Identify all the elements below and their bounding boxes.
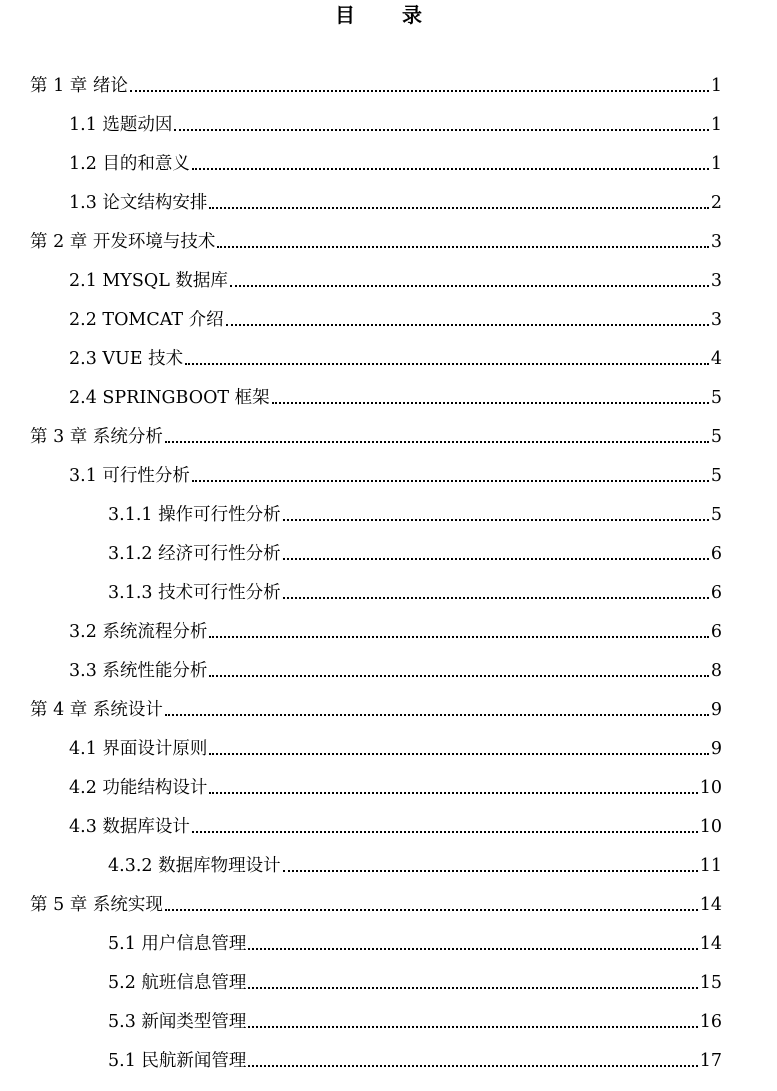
dot-leader: [283, 597, 709, 599]
toc-entry-label: 2.2 TOMCAT 介绍: [69, 310, 224, 330]
toc-entry-page: 14: [699, 895, 722, 915]
toc-entry-page: 9: [710, 700, 722, 720]
toc-title: 目 录: [335, 3, 442, 27]
toc-entry-chapter-5[interactable]: [30, 887, 722, 917]
dot-leader: [192, 480, 709, 482]
toc-entry-label: 4.3 数据库设计: [69, 817, 190, 837]
toc-entry-label: 第 5 章 系统实现: [30, 895, 163, 915]
toc-entry-page: 3: [710, 271, 722, 291]
dot-leader: [209, 792, 697, 794]
toc-entry-chapter-1[interactable]: [30, 68, 722, 98]
toc-entry-label: 2.4 SPRINGBOOT 框架: [69, 388, 270, 408]
toc-entry-page: 6: [710, 583, 722, 603]
dot-leader: [248, 1065, 697, 1067]
toc-entry-2-4[interactable]: [69, 380, 722, 410]
toc-entry-1-2[interactable]: [69, 146, 722, 176]
toc-entry-label: 3.1.2 经济可行性分析: [108, 544, 281, 564]
dot-leader: [165, 909, 698, 911]
toc-entry-page: 4: [710, 349, 722, 369]
dot-leader: [192, 168, 709, 170]
toc-entry-label: 1.1 选题动因: [69, 115, 173, 135]
toc-entry-label: 2.3 VUE 技术: [69, 349, 184, 369]
toc-entry-label: 5.2 航班信息管理: [108, 973, 247, 993]
toc-entry-1-1[interactable]: [69, 107, 722, 137]
toc-entry-4-2[interactable]: [69, 770, 722, 800]
toc-entry-label: 3.1.3 技术可行性分析: [108, 583, 281, 603]
toc-entry-page: 5: [710, 466, 722, 486]
toc-entry-label: 3.2 系统流程分析: [69, 622, 208, 642]
dot-leader: [174, 129, 708, 131]
toc-entry-label: 3.1 可行性分析: [69, 466, 190, 486]
toc-entry-page: 11: [699, 856, 722, 876]
toc-entry-page: 3: [710, 232, 722, 252]
toc-entry-label: 2.1 MYSQL 数据库: [69, 271, 228, 291]
toc-entry-page: 10: [699, 817, 722, 837]
toc-entry-5-1[interactable]: [108, 926, 722, 956]
toc-entry-label: 3.3 系统性能分析: [69, 661, 208, 681]
toc-entry-page: 15: [699, 973, 722, 993]
toc-entry-3-1-1[interactable]: [108, 497, 722, 527]
toc-entry-label: 1.2 目的和意义: [69, 154, 190, 174]
dot-leader: [192, 831, 698, 833]
toc-entry-label: 4.2 功能结构设计: [69, 778, 208, 798]
toc-entry-page: 14: [699, 934, 722, 954]
dot-leader: [248, 1026, 697, 1028]
dot-leader: [209, 636, 708, 638]
toc-entry-label: 3.1.1 操作可行性分析: [108, 505, 281, 525]
toc-entry-3-2[interactable]: [69, 614, 722, 644]
dot-leader: [230, 285, 709, 287]
toc-entry-page: 10: [699, 778, 722, 798]
toc-entry-page: 6: [710, 544, 722, 564]
toc-entry-label: 5.1 用户信息管理: [108, 934, 247, 954]
toc-entry-2-1[interactable]: [69, 263, 722, 293]
toc-entry-page: 3: [710, 310, 722, 330]
toc-entry-chapter-2[interactable]: [30, 224, 722, 254]
toc-entry-label: 5.1 民航新闻管理: [108, 1051, 247, 1071]
toc-entry-page: 1: [710, 115, 722, 135]
toc-entry-label: 1.3 论文结构安排: [69, 193, 208, 213]
dot-leader: [209, 753, 708, 755]
toc-entry-3-1-2[interactable]: [108, 536, 722, 566]
toc-entry-5-3[interactable]: [108, 1004, 722, 1034]
dot-leader: [272, 402, 709, 404]
toc-entry-page: 8: [710, 661, 722, 681]
toc-entry-2-2[interactable]: [69, 302, 722, 332]
dot-leader: [226, 324, 709, 326]
toc-entry-chapter-3[interactable]: [30, 419, 722, 449]
dot-leader: [248, 948, 697, 950]
toc-entry-label: 第 2 章 开发环境与技术: [30, 232, 216, 252]
toc-entry-page: 6: [710, 622, 722, 642]
toc-entry-page: 9: [710, 739, 722, 759]
toc-entry-1-3[interactable]: [69, 185, 722, 215]
toc-entry-label: 5.3 新闻类型管理: [108, 1012, 247, 1032]
dot-leader: [165, 441, 709, 443]
dot-leader: [165, 714, 709, 716]
toc-entry-page: 5: [710, 388, 722, 408]
toc-entry-page: 1: [710, 154, 722, 174]
toc-entry-4-1[interactable]: [69, 731, 722, 761]
toc-entry-3-1[interactable]: [69, 458, 722, 488]
dot-leader: [283, 519, 709, 521]
dot-leader: [283, 558, 709, 560]
dot-leader: [130, 90, 709, 92]
toc-entry-label: 第 1 章 绪论: [30, 76, 128, 96]
dot-leader: [217, 246, 709, 248]
dot-leader: [209, 675, 708, 677]
dot-leader: [185, 363, 709, 365]
toc-entry-3-3[interactable]: [69, 653, 722, 683]
toc-entry-page: 1: [710, 76, 722, 96]
toc-entry-5-4[interactable]: [108, 1043, 722, 1073]
toc-entry-label: 4.1 界面设计原则: [69, 739, 208, 759]
toc-entry-page: 2: [710, 193, 722, 213]
toc-entry-5-2[interactable]: [108, 965, 722, 995]
toc-entry-2-3[interactable]: [69, 341, 722, 371]
toc-entry-3-1-3[interactable]: [108, 575, 722, 605]
toc-entry-4-3[interactable]: [69, 809, 722, 839]
dot-leader: [209, 207, 708, 209]
toc-entry-page: 5: [710, 427, 722, 447]
dot-leader: [283, 870, 698, 872]
toc-entry-label: 4.3.2 数据库物理设计: [108, 856, 281, 876]
toc-entry-label: 第 3 章 系统分析: [30, 427, 163, 447]
toc-entry-label: 第 4 章 系统设计: [30, 700, 163, 720]
dot-leader: [248, 987, 697, 989]
toc-entry-chapter-4[interactable]: [30, 692, 722, 722]
toc-entry-page: 17: [699, 1051, 722, 1071]
toc-entry-page: 16: [699, 1012, 722, 1032]
toc-entry-4-3-2[interactable]: [108, 848, 722, 878]
toc-entry-page: 5: [710, 505, 722, 525]
